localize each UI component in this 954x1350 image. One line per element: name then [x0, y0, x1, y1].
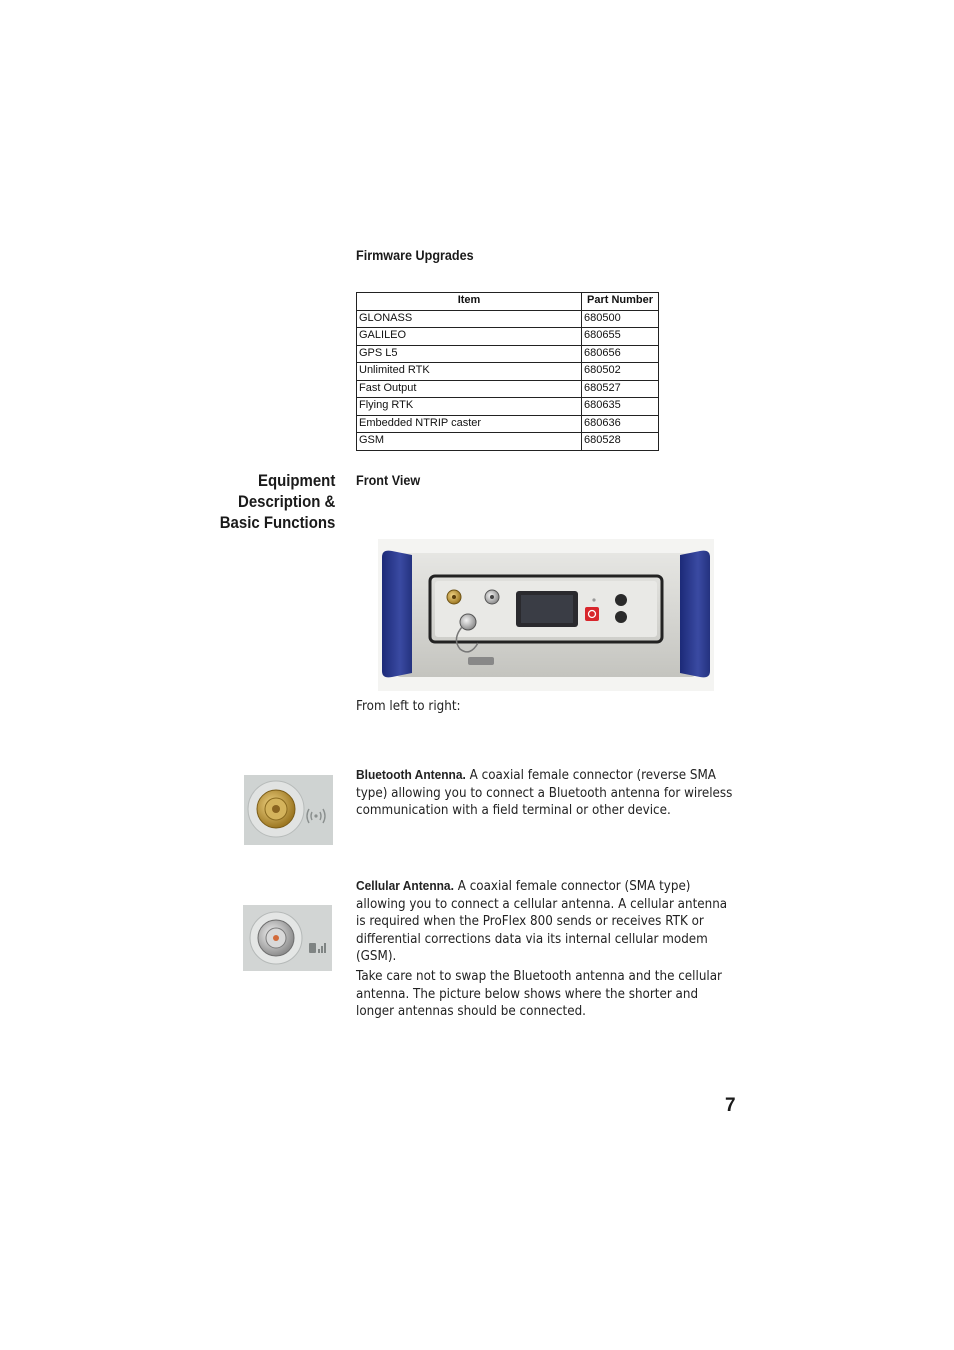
cellular-connector-illustration — [243, 905, 332, 971]
bluetooth-connector-photo — [244, 775, 333, 845]
table-row — [357, 345, 659, 363]
part-number-cell: 680636 — [582, 415, 659, 433]
cellular-antenna-title: Cellular Antenna. — [356, 878, 454, 893]
firmware-upgrades-heading: Firmware Upgrades — [356, 247, 474, 263]
table-row — [357, 380, 659, 398]
part-number-cell: 680502 — [582, 363, 659, 381]
side-heading-line: Basic Functions — [219, 513, 335, 532]
antenna-swap-note: Take care not to swap the Bluetooth antenna and the cellular antenna. The picture below shows where the shorter and longer antennas should be connected. — [356, 969, 722, 1020]
item-cell: Flying RTK — [357, 398, 582, 416]
item-cell: Embedded NTRIP caster — [357, 415, 582, 433]
side-heading-line: Equipment — [257, 471, 335, 490]
part-number-cell: 680655 — [582, 328, 659, 346]
cellular-antenna-description: A coaxial female connector (SMA type) allowing you to connect a cellular antenna. A cellular antenna is required when the ProFlex 800 sends or receives RTK or differential corrections data via its internal cellular modem (GSM). — [356, 879, 728, 965]
item-cell: GALILEO — [357, 328, 582, 346]
item-cell: GLONASS — [357, 310, 582, 328]
table-header-row — [357, 293, 659, 311]
front-view-heading: Front View — [356, 472, 421, 488]
part-number-cell: 680527 — [582, 380, 659, 398]
side-heading-line: Description & — [237, 492, 335, 511]
bluetooth-antenna-paragraph — [356, 766, 735, 820]
section-side-heading — [219, 470, 335, 533]
part-number-cell: 680500 — [582, 310, 659, 328]
part-number-cell: 680635 — [582, 398, 659, 416]
front-view-photo — [378, 539, 714, 691]
table-row — [357, 415, 659, 433]
column-header-part-number: Part Number — [582, 293, 659, 311]
cellular-antenna-paragraph — [356, 877, 735, 966]
table-row — [357, 328, 659, 346]
page-number: 7 — [725, 1095, 736, 1116]
firmware-table — [356, 292, 659, 451]
column-header-item: Item — [357, 293, 582, 311]
cellular-connector-photo — [243, 905, 332, 971]
table-row — [357, 363, 659, 381]
bluetooth-antenna-title: Bluetooth Antenna. — [356, 767, 466, 782]
item-cell: GSM — [357, 433, 582, 451]
from-left-to-right-text: From left to right: — [356, 699, 461, 714]
item-cell: Unlimited RTK — [357, 363, 582, 381]
table-row — [357, 433, 659, 451]
part-number-cell: 680656 — [582, 345, 659, 363]
table-row — [357, 398, 659, 416]
part-number-cell: 680528 — [582, 433, 659, 451]
item-cell: Fast Output — [357, 380, 582, 398]
bluetooth-connector-illustration — [244, 775, 333, 845]
table-row — [357, 310, 659, 328]
bluetooth-antenna-description: A coaxial female connector (reverse SMA type) allowing you to connect a Bluetooth antenna for wireless communication with a field terminal or other device. — [356, 768, 733, 819]
device-front-illustration — [378, 539, 714, 691]
item-cell: GPS L5 — [357, 345, 582, 363]
